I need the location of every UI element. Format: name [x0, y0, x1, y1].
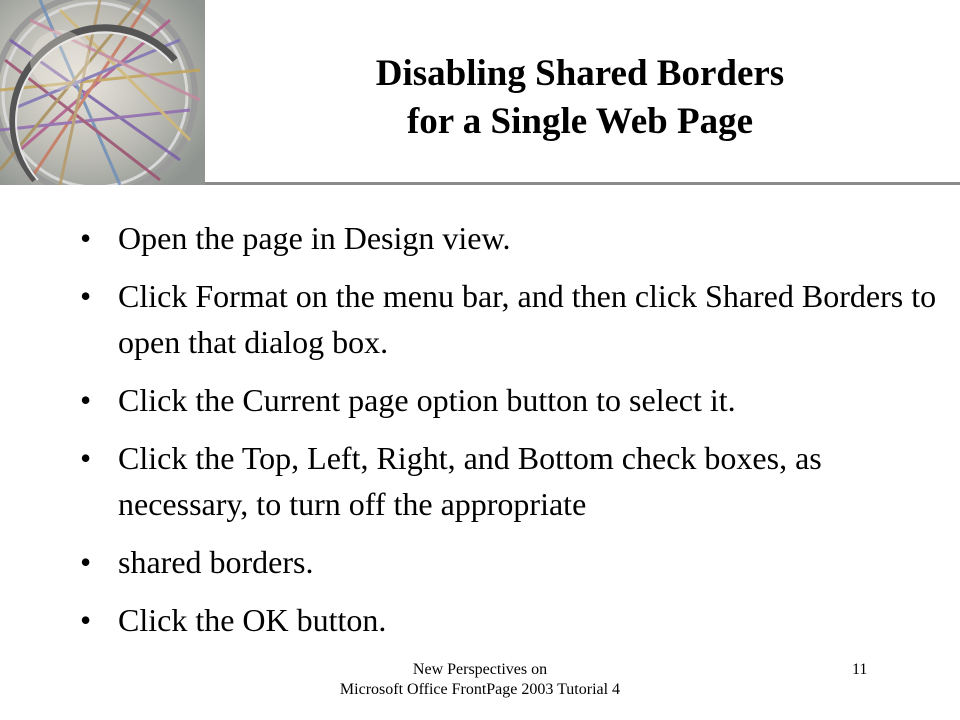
bullet-text: Open the page in Design view. [118, 220, 511, 256]
bullet-text: Click the Top, Left, Right, and Bottom check boxes, as necessary, to turn off the appropriate [118, 440, 822, 522]
bullet-icon: • [80, 440, 92, 476]
bullet-item [80, 435, 940, 527]
bullet-icon: • [80, 602, 92, 638]
bullet-icon: • [80, 544, 92, 580]
slide-title [215, 50, 945, 146]
footer-line-1: New Perspectives on [412, 661, 548, 678]
bullet-icon: • [80, 220, 92, 256]
bullet-icon: • [80, 382, 92, 418]
slide-footer [280, 660, 680, 700]
title-divider [205, 182, 960, 185]
bullet-text: shared borders. [118, 544, 314, 580]
decorative-sphere-image [0, 0, 205, 185]
slide-title-line-2: for a Single Web Page [406, 101, 754, 142]
bullet-item [80, 377, 940, 423]
bullet-item [80, 597, 940, 643]
slide-number: 11 [852, 661, 868, 678]
bullet-item [80, 215, 940, 261]
bullet-text: Click the OK button. [118, 602, 387, 638]
slide-title-line-1: Disabling Shared Borders [375, 53, 785, 94]
bullet-text: Click the Current page option button to select it. [118, 382, 736, 418]
bullet-item [80, 273, 940, 365]
bullet-text: Click Format on the menu bar, and then click Shared Borders to open that dialog box. [118, 278, 937, 360]
bullet-list [80, 215, 940, 655]
bullet-item [80, 539, 940, 585]
footer-line-2: Microsoft Office FrontPage 2003 Tutorial 4 [339, 681, 621, 698]
bullet-icon: • [80, 278, 92, 314]
